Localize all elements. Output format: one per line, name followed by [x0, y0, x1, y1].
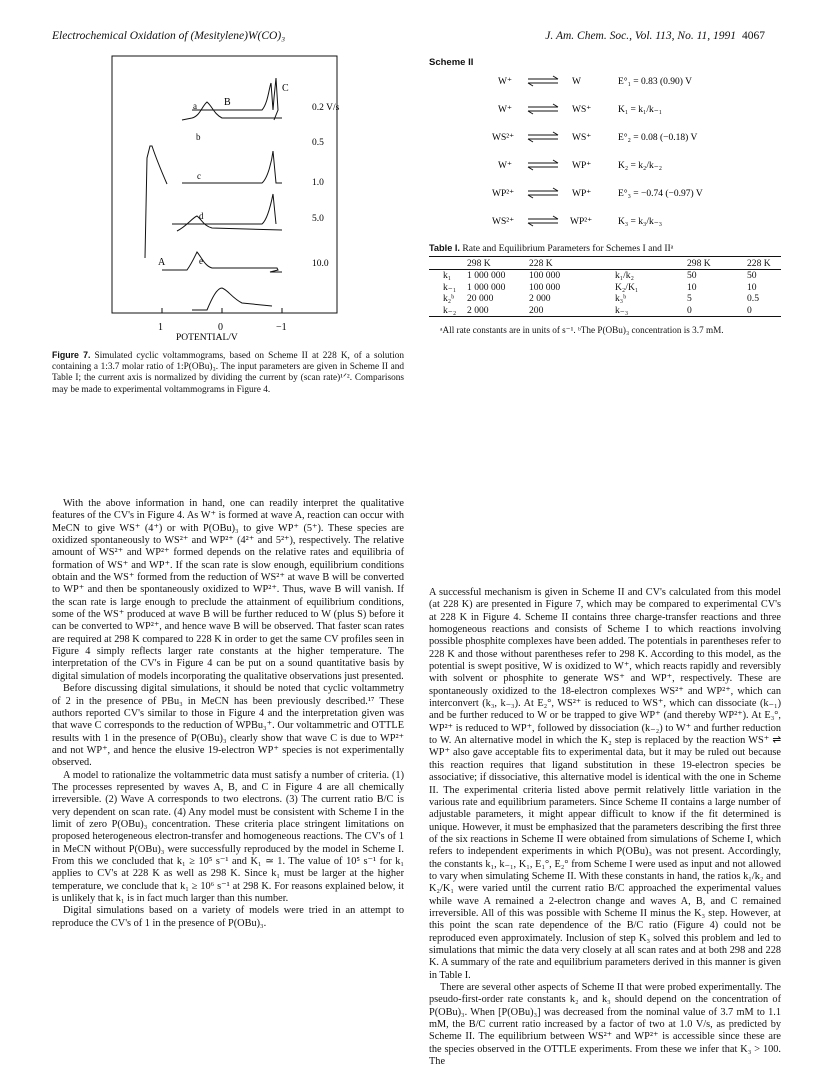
trace-label-e: e [199, 256, 203, 266]
scheme-left-3: WS²⁺ [492, 133, 515, 143]
table-footnote [429, 325, 781, 336]
peak-label-b: B [224, 97, 231, 108]
table-cell: 10 [747, 281, 757, 293]
scheme-eq-5: E°₃ = −0.74 (−0.97) V [618, 189, 703, 199]
scheme-left-2: W⁺ [498, 105, 512, 115]
x-tick-minus1: −1 [276, 322, 287, 333]
left-column-text [52, 498, 404, 930]
table-cell: K₂/K₁ [615, 281, 639, 293]
scheme-right-3: WS⁺ [572, 133, 592, 143]
table-header: 228 K [529, 257, 553, 269]
table-row [429, 293, 781, 305]
table-header [613, 257, 685, 270]
table-cell: 0.5 [747, 293, 759, 305]
rate-parameters-table [429, 256, 781, 317]
scheme-right-2: WS⁺ [572, 105, 592, 115]
scheme-left-1: W⁺ [498, 77, 512, 87]
scan-rate-a: 0.2 V/s [312, 103, 340, 113]
cv-curve-d [162, 252, 282, 272]
page-number: 4067 [742, 30, 765, 42]
scheme-eq-6: K₃ = k₃/k₋₃ [618, 217, 663, 227]
running-head-left: Electrochemical Oxidation of (Mesitylene)W(CO)₃ [52, 30, 286, 42]
running-head-right [545, 30, 765, 42]
scheme-right-4: WP⁺ [572, 161, 592, 171]
x-axis-label: POTENTIAL/V [176, 333, 238, 340]
table-row [429, 305, 781, 317]
trace-label-d: d [199, 211, 204, 221]
table-cell: k₋₂ [443, 304, 457, 316]
table-header [429, 257, 465, 270]
scheme-right-1: W [572, 77, 581, 87]
table-cell: 100 000 [529, 281, 561, 293]
scheme-eq-3: E°₂ = 0.08 (−0.18) V [618, 133, 698, 143]
right-column-text [429, 587, 781, 1068]
x-tick-1: 1 [158, 322, 163, 333]
table-cell: k₋₃ [615, 304, 629, 316]
table-cell: 20 000 [467, 293, 494, 305]
figure-7-caption [52, 350, 404, 396]
paragraph: A model to rationalize the voltammetric data must satisfy a number of criteria. (1) The processes represented by waves A, B, and C in Figure 4 are all chemically irreversible. (2) Wave A corresponds to two electrons. (3) The current ratio B/C is very dependent on scan rate. (4) Any model must be consistent with Scheme I in the limit of zero P(OBu)₃ concentration. These criteria place stringent limitations on proposed heterogeneous electron-transfer and homogeneous reactions. The CV's of 1 in MeCN without P(OBu)₃ were successfully reproduced by the model in Scheme I. From this we concluded that k₁ ≥ 10⁵ s⁻¹ and K₁ ≃ 1. The value of 10⁵ s⁻¹ for k₁ applies to CV's at 228 K as well as 298 K. Since k₁ must be larger at the higher temperature, we conclude that k₁ ≥ 10⁶ s⁻¹ at 298 K. For reasons explained below, it is unlikely that k₁ is in fact much larger than this number. [52, 769, 404, 904]
scheme-eq-4: K₂ = k₂/k₋₂ [618, 161, 663, 171]
table-label: Table I. [429, 243, 460, 253]
table-cell: 0 [747, 304, 752, 316]
scheme-right-5: WP⁺ [572, 189, 592, 199]
peak-label-a: A [158, 257, 166, 268]
table-cell: 50 [687, 270, 697, 282]
paragraph: There are several other aspects of Scheme II that were probed experimentally. The pseudo-first-order rate constants k₂ and k₃ should depend on the concentration of P(OBu)₃. When [P(OBu)₃] was decreased from the nominal value of 3.7 mM to 1.1 mM, the B/C current ratio increased by a factor of two at 1.0 V/s, as predicted by Scheme II. The equilibrium between WS²⁺ and WP²⁺ is accessible since these are the species observed in the OTTLE experiments. From these we infer that K₃ > 100. The [429, 982, 781, 1068]
table-header: 228 K [747, 257, 771, 269]
scheme-eq-1: E°₁ = 0.83 (0.90) V [618, 77, 693, 87]
table-cell: k₁ [443, 270, 452, 282]
scheme-eq-2: K₁ = k₁/k₋₁ [618, 105, 663, 115]
table-cell: k₋₁ [443, 281, 457, 293]
scheme-right-6: WP²⁺ [570, 217, 593, 227]
table-cell: 10 [687, 281, 697, 293]
table-cell: 100 000 [529, 270, 561, 282]
scheme-left-6: WS²⁺ [492, 217, 515, 227]
paragraph: With the above information in hand, one can readily interpret the qualitative features of the CV's in Figure 4. As W⁺ is formed at wave A, reaction can occur with MeCN to give WS⁺ (4⁺) or with P(OBu)₃ to give WP⁺ (5⁺). These species are oxidized spontaneously to WS²⁺ and WP²⁺ (4²⁺ and 5²⁺), respectively. The relative amount of WS²⁺ and WP²⁺ formed depends on the relative rates and equilibria of formation of WS⁺ and WP⁺. If the scan rate is slow enough, equilibrium conditions obtain and the WS⁺ formed from the reduction of WS²⁺ at wave B will be converted to WP⁺ and then be spontaneously oxidized to WP²⁺. Thus, wave B will vanish. If the scan rate is large enough to preclude the attainment of equilibrium conditions, some of the WS⁺ produced at wave B will be further reduced to W (plus S) before it can be converted to WP²⁺, and hence wave B will be observed. That faster scan rates are required at 298 K compared to 228 K in order to get the same CV profiles seen in Figure 4 simply reflects larger rate constants at the higher temperature. The interpretation of the CV's in Figure 4 can be put on a sound quantitative basis by digital simulation of models incorporating the qualitative observations just presented. [52, 498, 404, 682]
cv-curve-e [192, 288, 272, 310]
table-cell: k₃ᵇ [615, 293, 627, 305]
table-header: 298 K [467, 257, 491, 269]
caption-text: Simulated cyclic voltammograms, based on Scheme II at 228 K, of a solution containing a 1:3.7 molar ratio of 1:P(OBu)₃. The input parameters are given in Scheme II and Table I; the current axis is normalized by dividing the current by (scan rate)¹ᐟ². Comparisons may be made to experimental voltammograms in Figure 4. [52, 351, 404, 395]
table-header-row [429, 257, 781, 270]
table-title [429, 243, 673, 254]
peak-label-c: C [282, 83, 289, 94]
journal-citation: J. Am. Chem. Soc., Vol. 113, No. 11, 1991 [545, 30, 736, 42]
table-row [429, 270, 781, 282]
table-cell: 1 000 000 [467, 270, 506, 282]
x-axis-ticks [162, 308, 282, 313]
scan-rate-c: 1.0 [312, 178, 324, 188]
table-cell: 2 000 [529, 293, 551, 305]
table-cell: k₂ᵇ [443, 293, 455, 305]
paragraph: Before discussing digital simulations, it should be noted that cyclic voltammetry of 2 in the presence of PBu₃ in MeCN has been previously described.¹⁷ These authors reported CV's similar to those in Figure 4 and the interpretation given was that wave C corresponds to the reduction of WPBu₃⁺. Our voltammetric and OTTLE results with 1 in the presence of P(OBu)₃ clearly show that wave C is due to WP²⁺ and not WP⁺, and hence the elusive 19-electron WP⁺ species is not experimentally observed. [52, 683, 404, 769]
table-cell: 5 [687, 293, 692, 305]
caption-label: Figure 7. [52, 350, 91, 360]
cv-curve-a [182, 78, 282, 120]
table-cell: 200 [529, 304, 544, 316]
table-cell: k₁/k₂ [615, 270, 634, 282]
footnote-text: ᵃAll rate constants are in units of s⁻¹. ᵇThe P(OBu)₃ concentration is 3.7 mM. [440, 325, 724, 335]
cv-curve-c [172, 194, 282, 231]
scan-rate-b: 0.5 [312, 138, 324, 148]
table-cell: 50 [747, 270, 757, 282]
trace-label-a: a [193, 101, 197, 111]
plot-frame [112, 56, 337, 313]
figure-7-voltammograms [52, 48, 404, 340]
paragraph: Digital simulations based on a variety of models were tried in an attempt to reproduce the CV's of 1 in the presence of P(OBu)₃. [52, 905, 404, 929]
scheme-left-5: WP²⁺ [492, 189, 515, 199]
table-cell: 1 000 000 [467, 281, 506, 293]
table-row [429, 282, 781, 294]
table-caption: Rate and Equilibrium Parameters for Schemes I and IIᵃ [462, 243, 674, 254]
scheme-ii [470, 70, 770, 235]
trace-label-b: b [196, 132, 201, 142]
cv-curve-b [145, 146, 282, 258]
x-tick-0: 0 [218, 322, 223, 333]
trace-label-c: c [197, 171, 201, 181]
table-header: 298 K [687, 257, 711, 269]
scheme-title: Scheme II [429, 57, 474, 68]
scan-rate-d: 5.0 [312, 214, 324, 224]
table-cell: 2 000 [467, 304, 489, 316]
table-cell: 0 [687, 304, 692, 316]
scan-rate-e: 10.0 [312, 259, 329, 269]
cv-curves [145, 78, 282, 310]
paragraph: A successful mechanism is given in Scheme II and CV's calculated from this model (at 228 K) are presented in Figure 7, which may be compared to experimental CV's at 228 K in Figure 4. Scheme II contains three charge-transfer reactions and three homogeneous reactions and consists of Scheme I to which reactions involving possible phosphite complexes have been added. The potentials in parentheses refer to 228 K and those without parentheses refer to 298 K. According to this model, as the potential is swept positive, W is oxidized to W⁺, which reacts rapidly and reversibly with solvent or phosphite to generate WS⁺ and WP⁺, respectively. These are spontaneously oxidized to the 18-electron complexes WS²⁺ and WP²⁺, which can interconvert (k₃, k₋₃). At E₂°, WS²⁺ is reduced to WS⁺, which can dissociate (k₋₁) and be further reduced to W or be trapped to give WP⁺ (and thereby WP²⁺). At E₃°, WP²⁺ is reduced to WP⁺, followed by dissociation (k₋₂) to W⁺ and further reduction to W. An alternative model in which the K₂ step is replaced by the reaction WS⁺ ⇌ WP⁺ also gave acceptable fits to experimental data, but it may be ruled out because this reaction requires that ligand substitution in these 19-electron species be associative; if dissociative, this alternative model is identical with the one in Scheme II. The experimental criteria listed above permit relatively little variation in the various rate and equilibrium parameters. Since Scheme II contains a large number of adjustable parameters, it might appear difficult to know if the fit determined is unique. However, it must be emphasized that the parameters describing the first three of the six reactions in Scheme II were obtained from simulations of Scheme I, which refers to independent experiments in which P(OBu)₃ was not present. Accordingly, the constants k₁, k₋₁, K₁, E₁°, E₂° from Scheme I were used as input and not allowed to vary when simulating Scheme II. With these constants in hand, the ratios k₁/k₂ and K₂/K₁ were varied until the current ratio B/C approached the experimental values while wave A remained a 2-electron change and waves A, B, and C remained irreversible. All of this was possible with Scheme II minus the K₃ step. However, at this point the scan rate dependence of the B/C ratio (Figure 4) could not be reproduced even approximately. Inclusion of step K₃ solved this problem and led to simulations that mimic the data very closely at all scan rates and at both 298 and 228 K. A summary of the rate and equilibrium parameters derived in this manner is given in Table I. [429, 587, 781, 981]
scheme-left-4: W⁺ [498, 161, 512, 171]
